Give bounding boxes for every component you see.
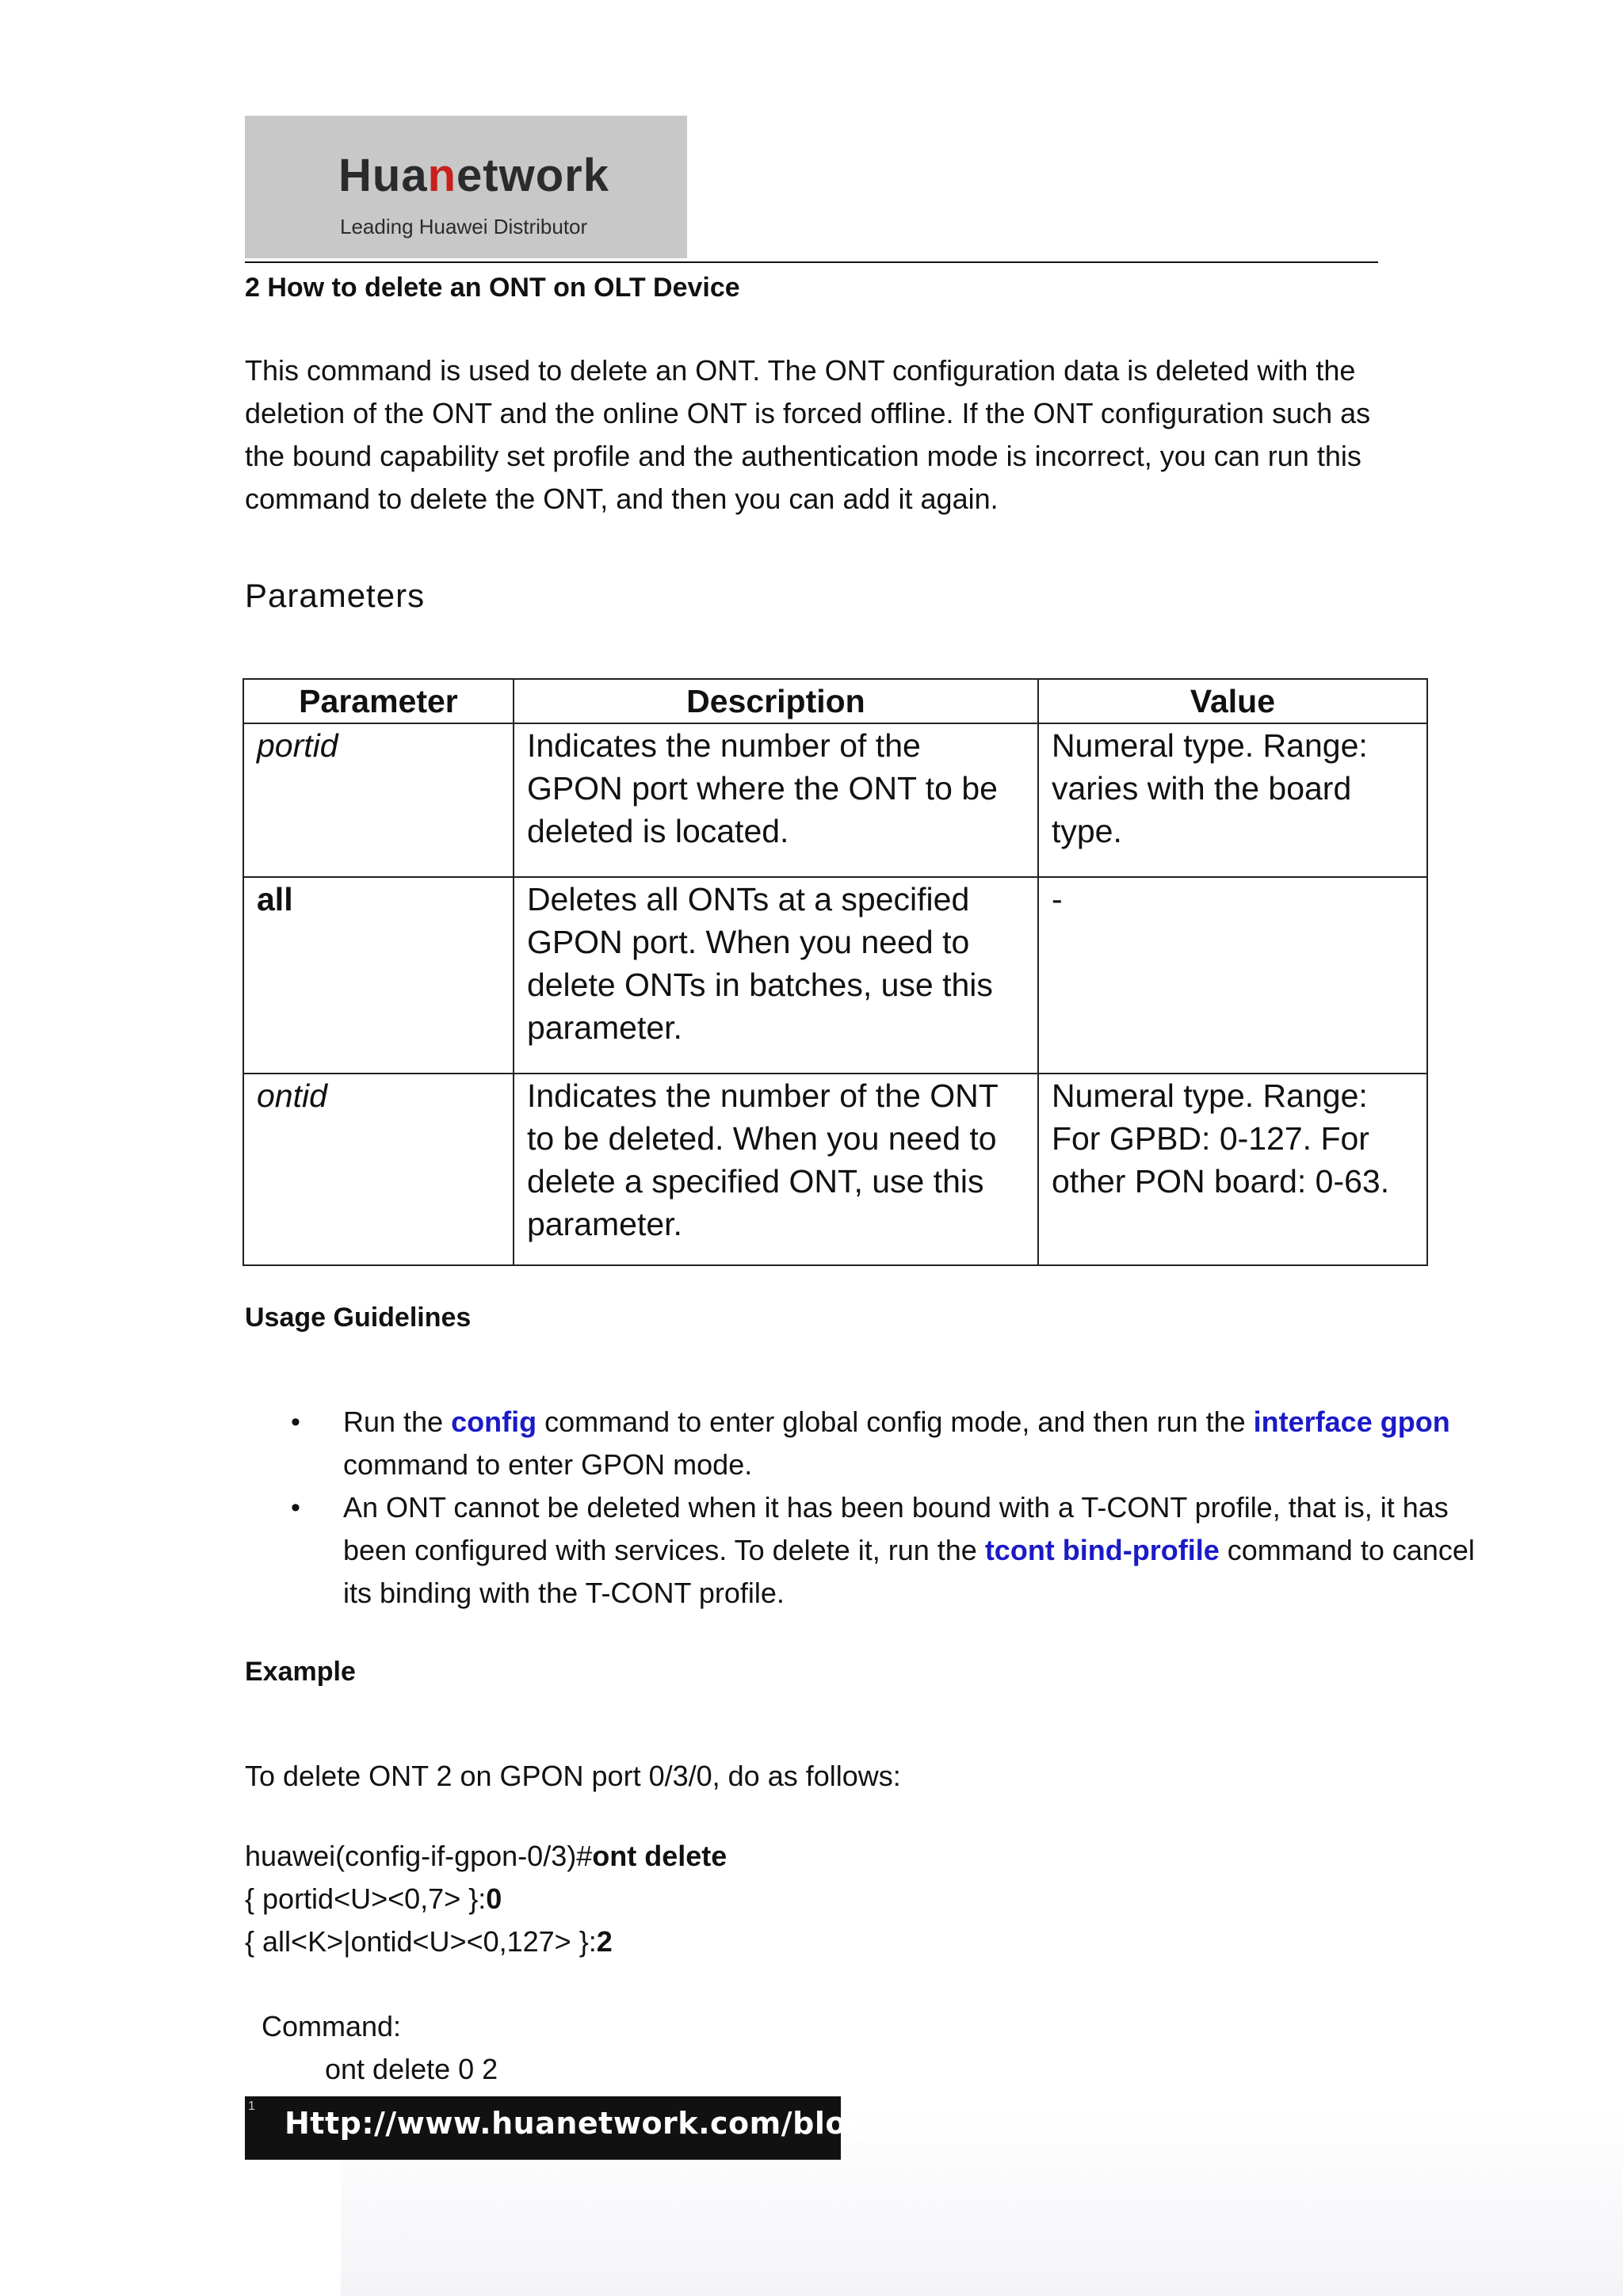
example-prompt-line xyxy=(245,1840,727,1873)
portid-input: 0 xyxy=(486,1882,502,1915)
param-description: Deletes all ONTs at a specified GPON port. When you need to delete ONTs in batches, use this parameter. xyxy=(514,877,1038,1074)
param-description: Indicates the number of the ONT to be deleted. When you need to delete a specified ONT, use this parameter. xyxy=(514,1074,1038,1265)
table-row xyxy=(243,723,1427,877)
config-command-link[interactable]: config xyxy=(451,1405,537,1438)
ontid-prompt: { all<K>|ontid<U><0,127> }: xyxy=(245,1925,597,1958)
param-value: - xyxy=(1038,877,1427,1074)
usage-guidelines-list xyxy=(245,1401,1500,1615)
bullet-icon: • xyxy=(291,1407,300,1437)
logo-text-1: Hua xyxy=(338,150,428,201)
prompt-command: ont delete xyxy=(592,1840,727,1872)
guideline-text: command to enter global config mode, and then run the xyxy=(537,1405,1254,1438)
footer-url-link[interactable]: Http://www.huanetwork.com/blog xyxy=(285,2106,869,2141)
logo-tagline: Leading Huawei Distributor xyxy=(340,215,588,238)
intro-paragraph: This command is used to delete an ONT. The ONT configuration data is deleted with the deletion of the ONT and the online ONT is forced offline. If the ONT configuration such as the bound capability set profile and the authentication mode is incorrect, you can run this command to delete the ONT, and then you can add it again. xyxy=(245,354,1371,515)
company-logo xyxy=(245,116,687,258)
logo-wordmark xyxy=(338,149,609,202)
interface-gpon-command-link[interactable]: interface gpon xyxy=(1253,1405,1450,1438)
example-heading: Example xyxy=(245,1657,356,1687)
param-value: Numeral type. Range: For GPBD: 0-127. For other PON board: 0-63. xyxy=(1038,1074,1427,1265)
guideline-text: Run the xyxy=(343,1405,452,1438)
param-name: ontid xyxy=(243,1074,514,1265)
parameters-table xyxy=(242,678,1428,1266)
prompt-text: huawei(config-if-gpon-0/3)# xyxy=(245,1840,593,1872)
list-item xyxy=(291,1486,1500,1615)
usage-heading: Usage Guidelines xyxy=(245,1302,472,1333)
parameters-heading: Parameters xyxy=(245,577,426,614)
table-row xyxy=(243,877,1427,1074)
footer-banner[interactable] xyxy=(245,2096,869,2160)
command-value: ont delete 0 2 xyxy=(325,2053,498,2085)
header-parameter: Parameter xyxy=(243,679,514,723)
logo-text-3: etwork xyxy=(456,150,609,201)
guideline-text: An ONT cannot be deleted when it has been bound with a T-CONT profile, that is, it has been configured with services. To delete it, run the xyxy=(343,1491,1449,1566)
header-divider xyxy=(245,261,1378,263)
guideline-text: command to cancel its binding with the T-CONT profile. xyxy=(343,1534,1475,1609)
list-item xyxy=(291,1401,1500,1486)
header-description: Description xyxy=(514,679,1038,723)
portid-prompt: { portid<U><0,7> }: xyxy=(245,1882,487,1915)
param-name: portid xyxy=(243,723,514,877)
example-portid-line xyxy=(245,1882,502,1916)
param-description: Indicates the number of the GPON port where the ONT to be deleted is located. xyxy=(514,723,1038,877)
guideline-text: command to enter GPON mode. xyxy=(343,1448,753,1481)
logo-text-2: n xyxy=(427,150,457,201)
bullet-icon: • xyxy=(291,1493,300,1523)
command-label: Command: xyxy=(262,2010,402,2042)
param-value: Numeral type. Range: varies with the board type. xyxy=(1038,723,1427,877)
param-name: all xyxy=(243,877,514,1074)
example-intro: To delete ONT 2 on GPON port 0/3/0, do as follows: xyxy=(245,1760,901,1792)
example-ontid-line xyxy=(245,1925,613,1958)
table-header-row xyxy=(243,679,1427,723)
table-row xyxy=(243,1074,1427,1265)
tcont-bind-profile-command-link[interactable]: tcont bind-profile xyxy=(984,1534,1220,1566)
header-value: Value xyxy=(1038,679,1427,723)
section-title: 2 How to delete an ONT on OLT Device xyxy=(245,273,740,303)
page-number: 1 xyxy=(248,2100,255,2113)
ontid-input: 2 xyxy=(596,1925,613,1958)
